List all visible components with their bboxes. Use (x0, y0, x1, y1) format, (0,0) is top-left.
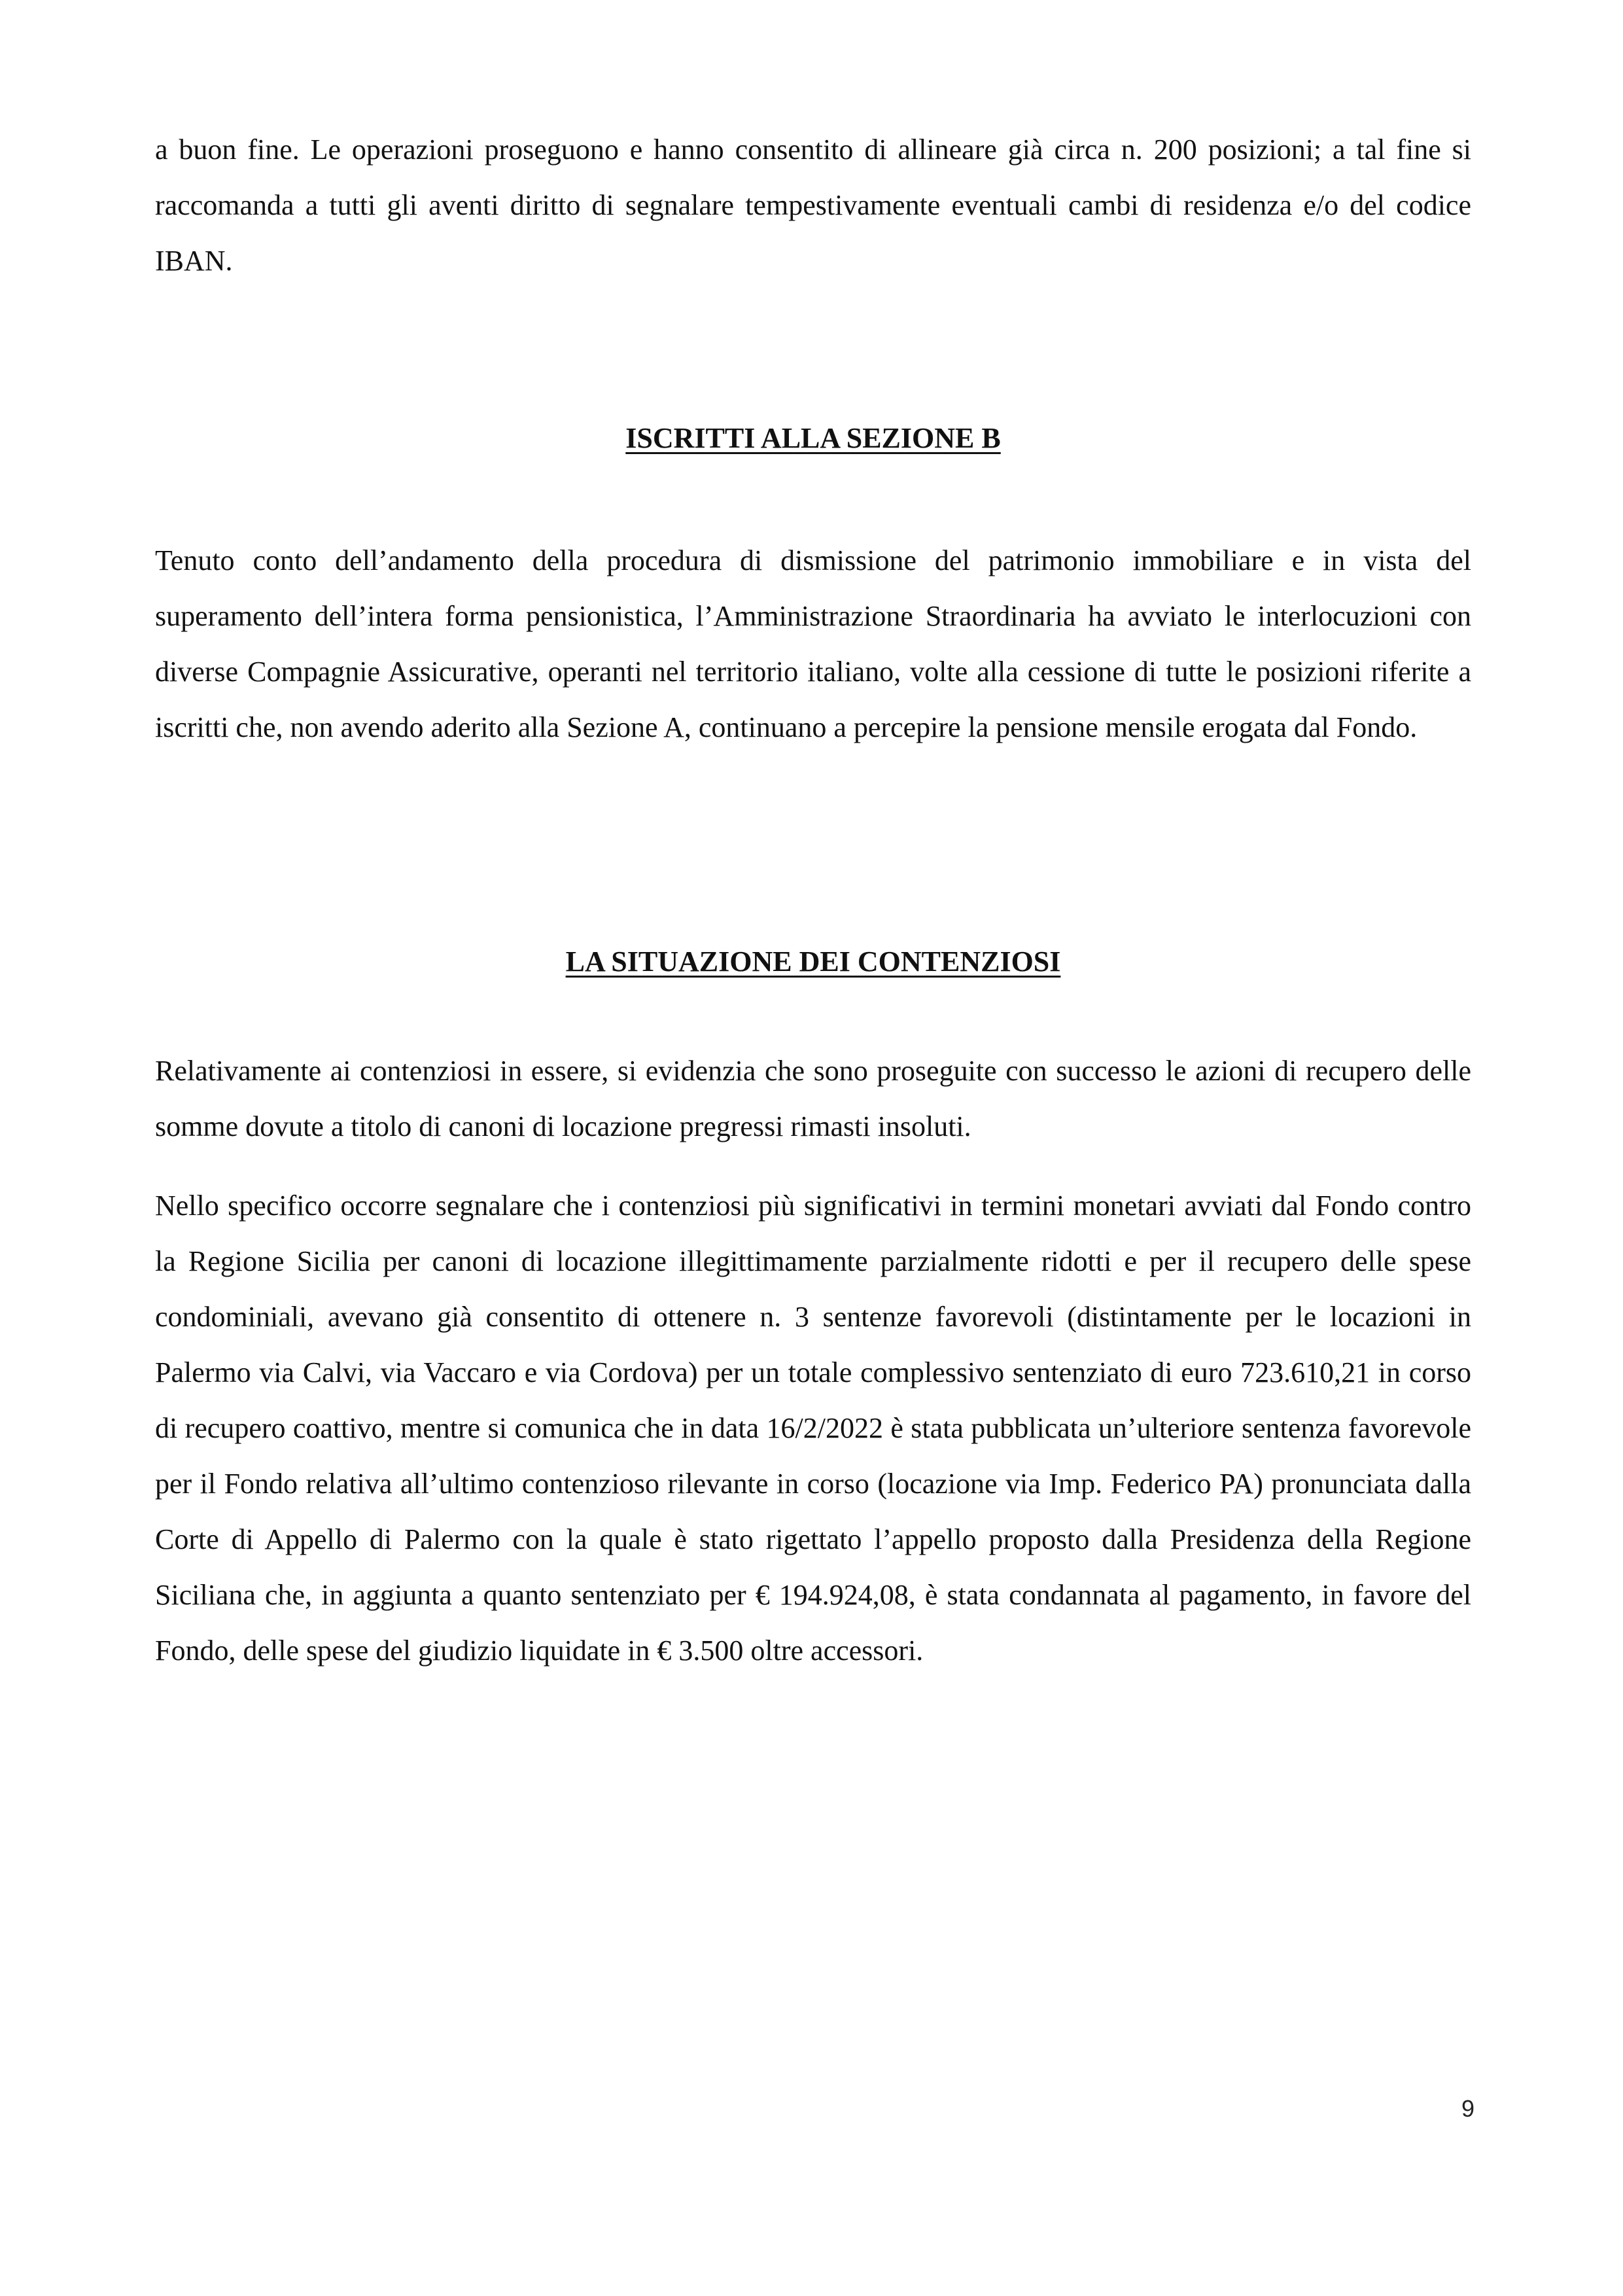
section-b-paragraph: Tenuto conto dell’andamento della procedura di dismissione del patrimonio immobiliare e in vista del superamento dell’intera forma pensionistica, l’Amministrazione Straordinaria ha avviato le interlocuzioni con diverse Compagnie Assicurative, operanti nel territorio italiano, volte alla cessione di tutte le posizioni riferite a iscritti che, non avendo aderito alla Sezione A, continuano a percepire la pensione mensile erogata dal Fondo. (155, 544, 1471, 743)
contenziosi-heading: LA SITUAZIONE DEI CONTENZIOSI (565, 945, 1061, 978)
contenziosi-paragraph-1: Relativamente ai contenziosi in essere, si evidenzia che sono proseguite con successo le azioni di recupero delle somme dovute a titolo di canoni di locazione pregressi rimasti insoluti. (155, 1055, 1471, 1142)
contenziosi-paragraph-2: Nello specifico occorre segnalare che i contenziosi più significativi in termini monetari avviati dal Fondo contro la Regione Sicilia per canoni di locazione illegittimamente parzialmente ridotti e per il recupero delle spese condominiali, avevano già consentito di ottenere n. 3 sentenze favorevoli (distintamente per le locazioni in Palermo via Calvi, via Vaccaro e via Cordova) per un totale complessivo sentenziato di euro 723.610,21 in corso di recupero coattivo, mentre si comunica che in data 16/2/2022 è stata pubblicata un’ulteriore sentenza favorevole per il Fondo relativa all’ultimo contenzioso rilevante in corso (locazione via Imp. Federico PA) pronunciata dalla Corte di Appello di Palermo con la quale è stato rigettato l’appello proposto dalla Presidenza della Regione Siciliana che, in aggiunta a quanto sentenziato per € 194.924,08, è stata condannata al pagamento, in favore del Fondo, delle spese del giudizio liquidate in € 3.500 oltre accessori. (155, 1190, 1471, 1667)
intro-paragraph: a buon fine. Le operazioni proseguono e hanno consentito di allineare già circa n. 200 posizioni; a tal fine si raccomanda a tutti gli aventi diritto di segnalare tempestivamente eventuali cambi di residenza e/o del codice IBAN. (155, 133, 1471, 277)
section-b-heading: ISCRITTI ALLA SEZIONE B (625, 422, 1001, 454)
page-number: 9 (1461, 2095, 1475, 2122)
